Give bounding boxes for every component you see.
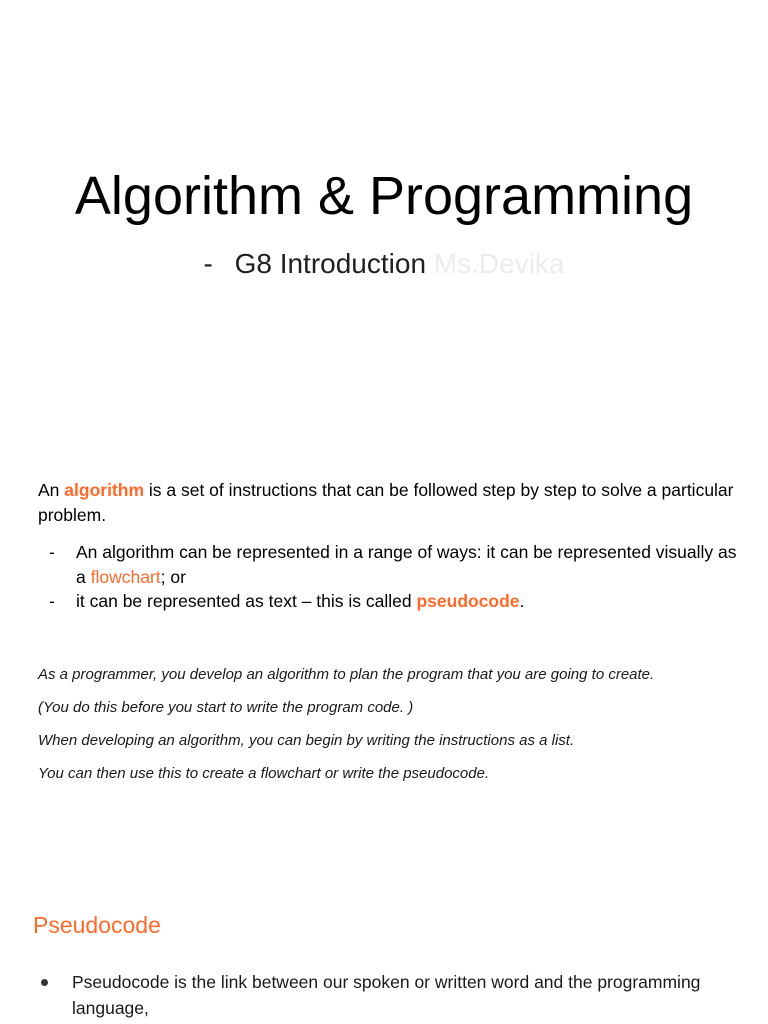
slide-title: Algorithm & Programming <box>74 166 694 226</box>
list-dash: - <box>49 591 55 611</box>
list-item <box>38 969 728 1021</box>
list-item-text: An algorithm can be represented in a range of ways: it can be represented visually as a <box>76 542 737 587</box>
pseudocode-heading: Pseudocode <box>33 912 161 938</box>
pseudocode-bullets <box>38 969 728 1021</box>
subtitle-author: Ms.Devika <box>433 248 565 279</box>
term-pseudocode: pseudocode <box>416 591 520 611</box>
list-item <box>38 540 738 589</box>
intro-term-algorithm: algorithm <box>64 480 145 500</box>
subtitle-dash: - <box>203 248 213 279</box>
note-paragraph: (You do this before you start to write the program code. ) <box>38 699 414 716</box>
term-flowchart: flowchart <box>90 566 161 587</box>
subtitle-text: G8 Introduction <box>234 248 427 279</box>
list-item-suffix: . <box>519 591 525 611</box>
slide-subtitle <box>0 247 768 281</box>
list-item-suffix: ; or <box>160 566 186 587</box>
list-item-text: it can be represented as text – this is called <box>76 591 417 611</box>
note-paragraph: When developing an algorithm, you can begin by writing the instructions as a list. <box>38 732 575 749</box>
note-paragraph: You can then use this to create a flowchart or write the pseudocode. <box>38 765 490 782</box>
list-dash: - <box>49 542 55 562</box>
algorithm-definition <box>38 478 738 528</box>
programmer-notes <box>38 665 738 797</box>
intro-rest: is a set of instructions that can be followed step by step to solve a particular problem. <box>38 480 734 525</box>
bullet-text: Pseudocode is the link between our spoken or written word and the programming language, <box>72 972 701 1018</box>
bullet-dot-icon <box>41 979 48 986</box>
representation-list <box>38 540 738 614</box>
intro-prefix: An <box>38 480 65 500</box>
list-item <box>38 589 738 614</box>
note-paragraph: As a programmer, you develop an algorithm to plan the program that you are going to create. <box>38 666 655 683</box>
